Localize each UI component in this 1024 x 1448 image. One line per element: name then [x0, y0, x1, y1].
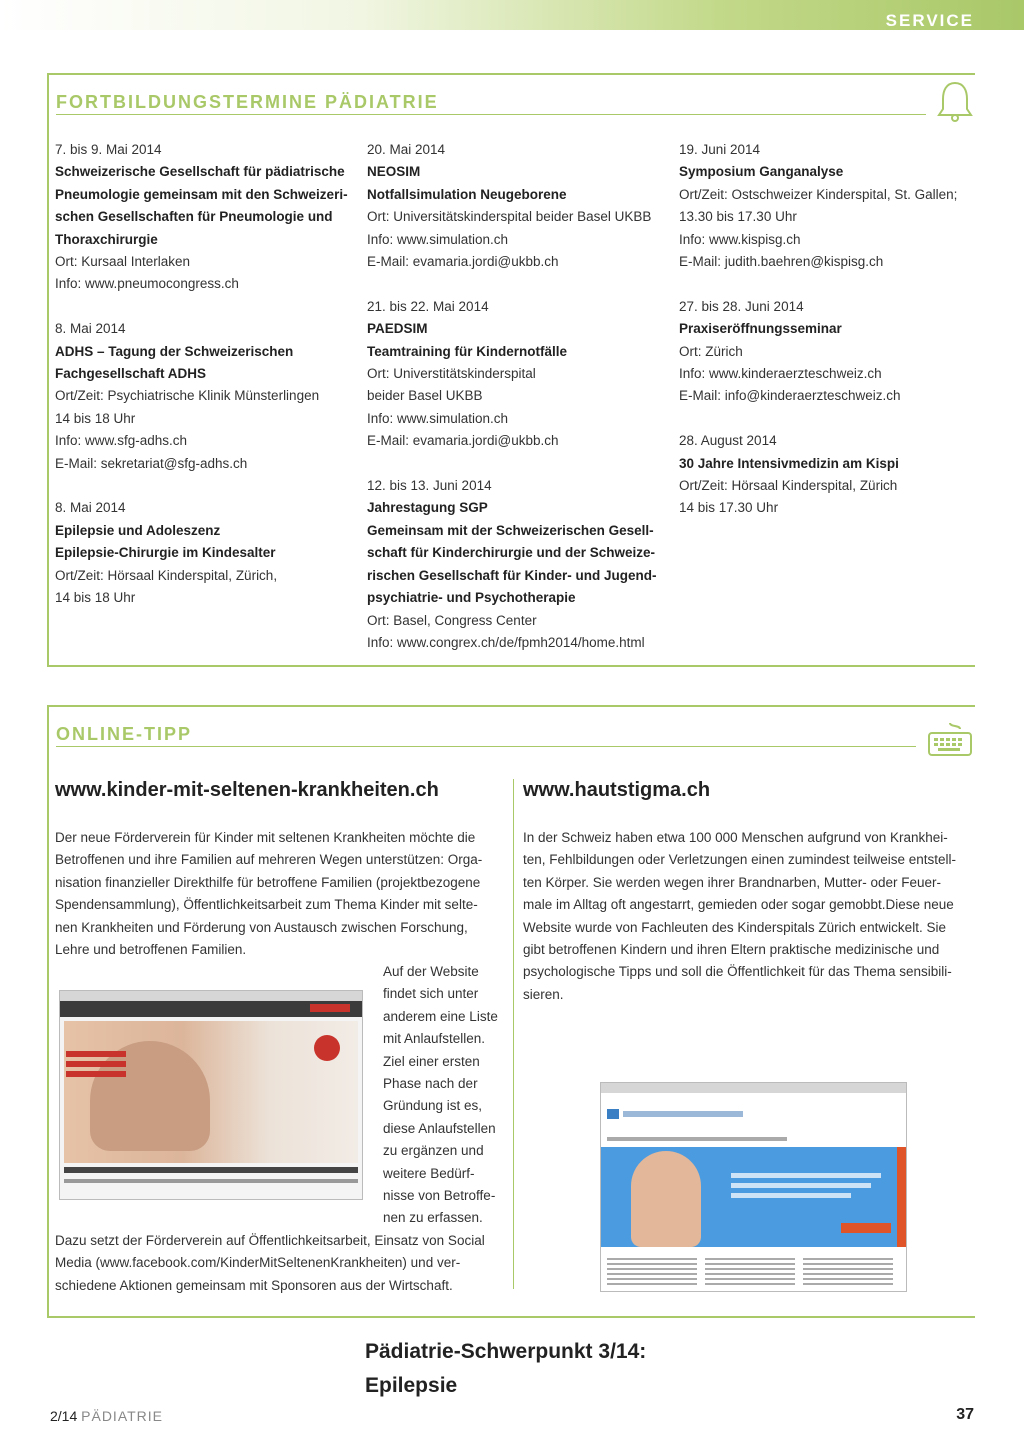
event-detail-line: Info: www.kinderaerzteschweiz.ch [679, 366, 882, 382]
event-detail-line: Info: www.simulation.ch [367, 410, 509, 426]
event-title-line: PAEDSIM [367, 321, 428, 337]
text-line: nen zu erfassen. [383, 1210, 483, 1226]
text-line: Dazu setzt der Förderverein auf Öffentlichkeitsarbeit, Einsatz von Social [55, 1233, 485, 1248]
top-banner [0, 0, 1024, 30]
text-line: Der neue Förderverein für Kinder mit seltenen Krankheiten möchte die [55, 830, 476, 845]
event-entry [367, 139, 657, 273]
event-detail-line: Info: www.sfg-adhs.ch [55, 433, 188, 449]
right-article-heading[interactable]: www.hautstigma.ch [523, 779, 711, 801]
text-line: gibt betroffenen Kindern und ihren Eltern praktische medizinische und [523, 942, 940, 958]
text-line: Gründung ist es, [383, 1098, 483, 1114]
event-title-line: Teamtraining für Kindernotfälle [367, 343, 568, 359]
event-detail-line: 27. bis 28. Juni 2014 [679, 298, 804, 314]
event-title-line: Schweizerische Gesellschaft für pädiatrische [55, 164, 345, 180]
text-line: Auf der Website [383, 964, 479, 979]
event-detail-line: 7. bis 9. Mai 2014 [55, 142, 162, 157]
next-issue-teaser [365, 1335, 646, 1403]
text-line: Betroffenen und ihre Familien auf mehreren Wegen unterstützen: Orga- [55, 852, 483, 868]
text-line: Phase nach der [383, 1076, 478, 1092]
text-line: nisation finanzieller Direkthilfe für betroffene Familien (projektbezogene [55, 874, 481, 890]
online-tipp-title: ONLINE-TIPP [56, 724, 193, 744]
section-label: SERVICE [885, 11, 974, 30]
event-detail-line: 8. Mai 2014 [55, 500, 126, 516]
event-detail-line: E-Mail: evamaria.jordi@ukbb.ch [367, 254, 559, 270]
event-detail-line: Ort/Zeit: Hörsaal Kinderspital, Zürich [679, 478, 898, 494]
event-title-line: Jahrestagung SGP [367, 500, 488, 516]
text-line: findet sich unter [383, 986, 479, 1002]
event-detail-line: Ort/Zeit: Hörsaal Kinderspital, Zürich, [55, 567, 278, 583]
footer-issue [50, 1408, 163, 1424]
event-detail-line: E-Mail: sekretariat@sfg-adhs.ch [55, 455, 248, 471]
magazine-name: PÄDIATRIE [81, 1408, 164, 1424]
event-detail-line: 12. bis 13. Juni 2014 [367, 478, 492, 494]
event-title-line: 30 Jahre Intensivmedizin am Kispi [679, 455, 899, 471]
event-title-line: Praxiseröffnungsseminar [679, 321, 842, 337]
event-title-line: Fachgesellschaft ADHS [55, 366, 207, 382]
event-title-line: rischen Gesellschaft für Kinder- und Jugend- [367, 567, 657, 583]
event-detail-line: 21. bis 22. Mai 2014 [367, 298, 489, 314]
events-column-2 [367, 139, 657, 677]
online-tipp-section [47, 705, 975, 1318]
column-divider [513, 779, 514, 1289]
event-detail-line: Info: www.pneumocongress.ch [55, 276, 239, 292]
left-article-heading[interactable]: www.kinder-mit-seltenen-krankheiten.ch [55, 779, 439, 801]
text-line: anderem eine Liste [383, 1008, 498, 1024]
event-detail-line: 14 bis 17.30 Uhr [679, 500, 779, 516]
text-line: Spendensammlung), Öffentlichkeitsarbeit zum Thema Kinder mit selte- [55, 897, 478, 913]
issue-number: 2/14 [50, 1408, 78, 1424]
page-number: 37 [956, 1406, 974, 1423]
event-detail-line: Info: www.simulation.ch [367, 231, 509, 247]
hautstigma-website-screenshot [600, 1082, 907, 1292]
text-line: male im Alltag oft angestarrt, gemieden oder sogar gemobbt.Diese neue [523, 897, 954, 913]
event-entry [679, 296, 957, 408]
event-detail-line: Ort: Universitätskinderspital beider Basel UKBB [367, 209, 652, 225]
event-detail-line: 19. Juni 2014 [679, 142, 761, 157]
event-title-line: psychiatrie- und Psychotherapie [367, 590, 576, 606]
text-line: weitere Bedürf- [383, 1165, 475, 1181]
text-line: Ziel einer ersten [383, 1053, 480, 1069]
event-detail-line: 28. August 2014 [679, 433, 777, 449]
text-line: ten, Fehlbildungen oder Verletzungen einen zumindest teilweise entstell- [523, 852, 957, 868]
text-line: zu ergänzen und [383, 1143, 484, 1159]
event-title-line: ADHS – Tagung der Schweizerischen [55, 343, 294, 359]
bell-icon [935, 79, 975, 123]
text-line: nen Krankheiten und Förderung von Austausch zwischen Forschung, [55, 919, 468, 935]
next-issue-line-2: Epilepsie [365, 1374, 458, 1397]
event-detail-line: Ort: Kursaal Interlaken [55, 254, 191, 270]
event-title-line: Gemeinsam mit der Schweizerischen Gesell- [367, 522, 654, 538]
event-detail-line: Ort: Basel, Congress Center [367, 612, 537, 628]
event-entry [55, 318, 348, 475]
event-title-line: Epilepsie und Adoleszenz [55, 522, 221, 538]
event-detail-line: Ort/Zeit: Ostschweizer Kinderspital, St. Gallen; [679, 186, 958, 202]
text-line: Website wurde von Fachleuten des Kinderspitals Zürich entwickelt. Sie [523, 919, 946, 935]
event-detail-line: Info: www.congrex.ch/de/fpmh2014/home.html [367, 634, 645, 650]
online-tipp-title-rule [56, 746, 916, 747]
text-line: ten Körper. Sie werden wegen ihrer Brandnarben, Mutter- oder Feuer- [523, 874, 941, 890]
right-article-text [523, 827, 956, 1006]
event-detail-line: Ort/Zeit: Psychiatrische Klinik Münsterlingen [55, 388, 320, 404]
kinder-website-screenshot [59, 990, 363, 1200]
event-title-line: Epilepsie-Chirurgie im Kindesalter [55, 545, 276, 561]
event-detail-line: E-Mail: judith.baehren@kispisg.ch [679, 254, 884, 270]
events-section [47, 73, 975, 667]
event-detail-line: Ort: Universtitätskinderspital [367, 366, 536, 382]
event-detail-line: 13.30 bis 17.30 Uhr [679, 209, 797, 225]
event-title-line: Notfallsimulation Neugeborene [367, 186, 567, 202]
event-entry [367, 475, 657, 654]
text-line: Lehre und betroffenen Familien. [55, 942, 247, 958]
event-entry [367, 296, 657, 453]
event-entry [55, 497, 348, 609]
next-issue-line-1: Pädiatrie-Schwerpunkt 3/14: [365, 1340, 647, 1363]
event-detail-line: 8. Mai 2014 [55, 321, 126, 337]
left-article-intro [55, 827, 482, 961]
text-line: psychologische Tipps und soll die Öffentlichkeit für das Thema sensibili- [523, 964, 952, 980]
text-line: In der Schweiz haben etwa 100 000 Menschen aufgrund von Krankhei- [523, 830, 948, 845]
event-detail-line: E-Mail: info@kinderaerzteschweiz.ch [679, 388, 901, 404]
event-entry [679, 139, 957, 273]
events-title: FORTBILDUNGSTERMINE PÄDIATRIE [56, 92, 439, 112]
events-title-rule [56, 114, 926, 115]
event-detail-line: Ort: Zürich [679, 343, 743, 359]
event-detail-line: 20. Mai 2014 [367, 142, 446, 157]
event-detail-line: E-Mail: evamaria.jordi@ukbb.ch [367, 433, 559, 449]
event-entry [55, 139, 348, 296]
left-article-website-text [383, 961, 498, 1230]
event-detail-line: Info: www.kispisg.ch [679, 231, 801, 247]
text-line: Media (www.facebook.com/KinderMitSeltenenKrankheiten) und ver- [55, 1255, 461, 1271]
event-detail-line: 14 bis 18 Uhr [55, 590, 136, 606]
event-title-line: NEOSIM [367, 164, 421, 180]
text-line: schiedene Aktionen gemeinsam mit Sponsoren aus der Wirtschaft. [55, 1277, 453, 1293]
event-title-line: schen Gesellschaften für Pneumologie und [55, 209, 333, 225]
event-detail-line: beider Basel UKBB [367, 388, 483, 404]
left-article-closing [55, 1230, 485, 1297]
event-title-line: Thoraxchirurgie [55, 231, 158, 247]
text-line: diese Anlaufstellen [383, 1120, 496, 1136]
text-line: sieren. [523, 986, 564, 1002]
events-column-1 [55, 139, 348, 632]
event-detail-line: 14 bis 18 Uhr [55, 410, 136, 426]
event-title-line: schaft für Kinderchirurgie und der Schweize- [367, 545, 656, 561]
text-line: nisse von Betroffe- [383, 1188, 496, 1204]
event-entry [679, 430, 957, 520]
keyboard-icon [925, 721, 975, 759]
events-column-3 [679, 139, 957, 542]
events-columns [49, 139, 977, 659]
text-line: mit Anlaufstellen. [383, 1031, 486, 1047]
event-title-line: Symposium Ganganalyse [679, 164, 844, 180]
event-title-line: Pneumologie gemeinsam mit den Schweizeri- [55, 186, 348, 202]
